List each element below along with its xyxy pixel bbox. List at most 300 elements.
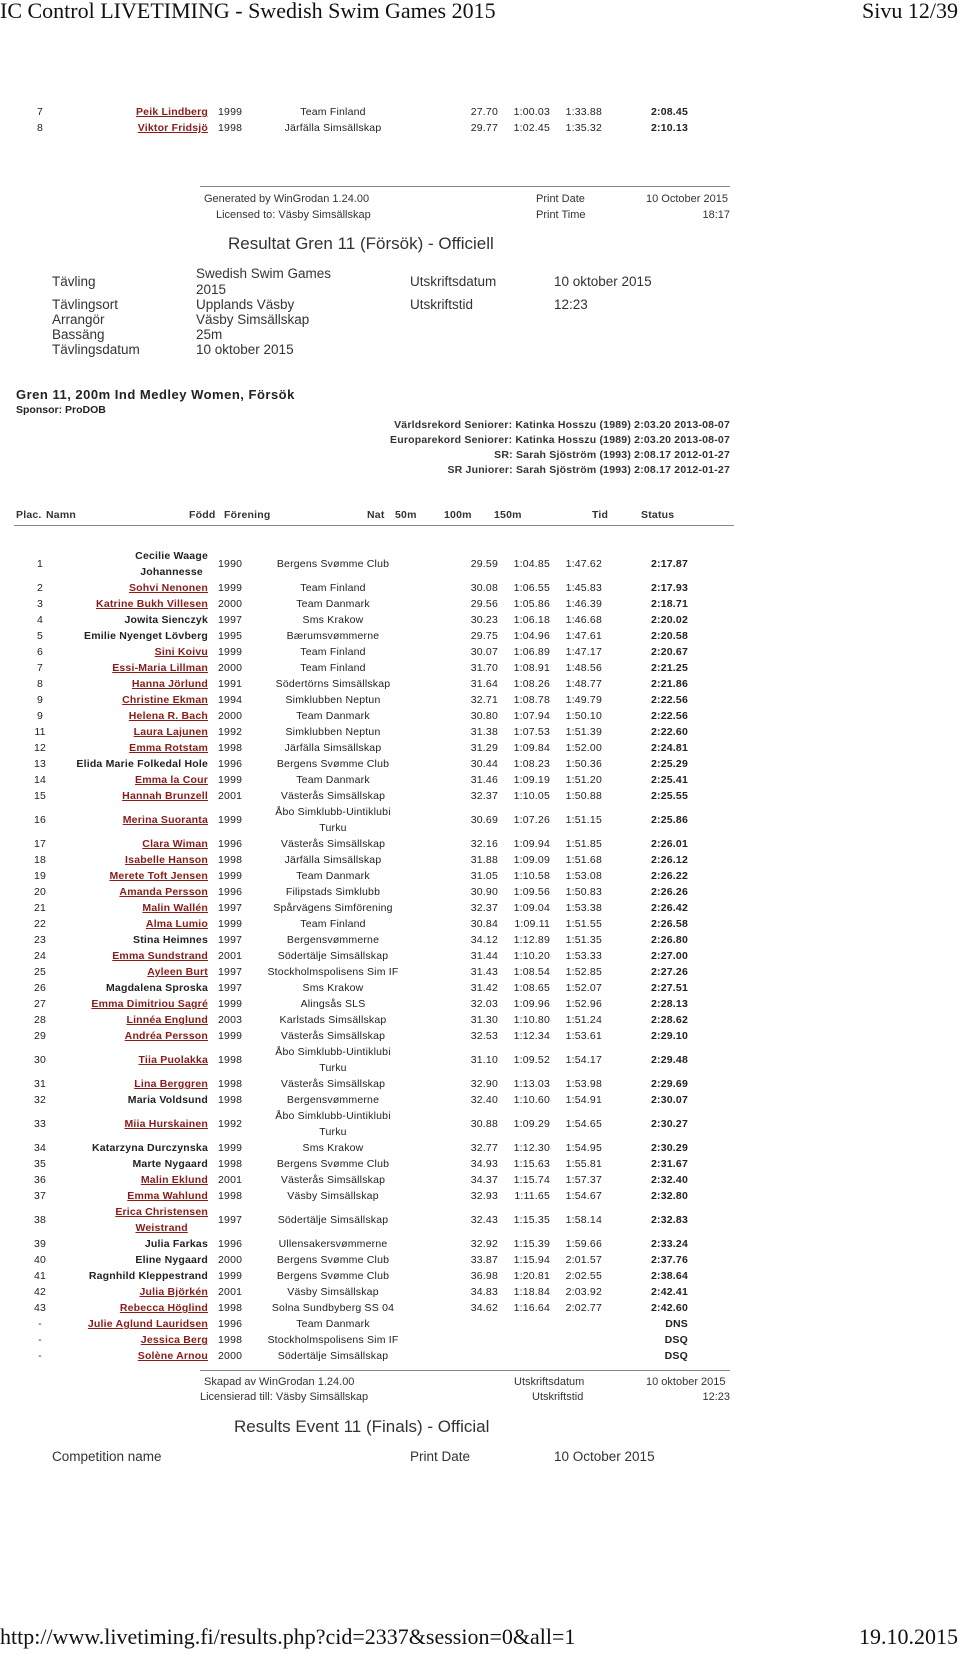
split-150m: 1:53.38 xyxy=(565,902,602,914)
athlete-name xyxy=(128,1092,208,1108)
club-cell xyxy=(258,1188,408,1204)
split-150m: 1:52.85 xyxy=(565,966,602,978)
birth-year: 2003 xyxy=(218,1014,243,1026)
athlete-name-cell xyxy=(66,804,214,836)
club-name xyxy=(281,1028,385,1044)
club-cell xyxy=(258,852,408,868)
athlete-name-line: Johannesse xyxy=(140,566,203,578)
split-100m xyxy=(498,1348,550,1364)
split-50m: 32.40 xyxy=(470,1094,498,1106)
split-50m: 32.93 xyxy=(470,1190,498,1202)
split-150m: 1:33.88 xyxy=(565,106,602,118)
club-name xyxy=(281,836,385,852)
split-100m: 1:09.84 xyxy=(513,742,550,754)
split-100m: 1:12.30 xyxy=(513,1142,550,1154)
placement: 35 xyxy=(33,1158,47,1170)
result-row xyxy=(14,692,688,708)
athlete-link[interactable] xyxy=(109,868,208,884)
tavlingsort-value: Upplands Väsby xyxy=(196,297,295,312)
split-50m: 31.70 xyxy=(470,662,498,674)
athlete-link[interactable] xyxy=(120,1300,208,1316)
split-150m: 1:50.36 xyxy=(565,758,602,770)
athlete-name-cell xyxy=(66,676,214,692)
club-name xyxy=(300,644,365,660)
athlete-link[interactable] xyxy=(129,580,208,596)
club-name xyxy=(301,996,366,1012)
birth-year: 2000 xyxy=(218,662,243,674)
club-cell xyxy=(258,1268,408,1284)
final-time: 2:32.83 xyxy=(650,1214,688,1226)
split-150m: 1:51.15 xyxy=(565,814,602,826)
split-150m: 1:51.68 xyxy=(565,854,602,866)
final-time: DSQ xyxy=(664,1350,688,1362)
club-name xyxy=(296,1316,370,1332)
split-150m: 1:53.08 xyxy=(565,870,602,882)
club-cell xyxy=(258,1156,408,1172)
split-150m: 1:48.77 xyxy=(565,678,602,690)
placement: 12 xyxy=(33,742,47,754)
skapad-av: Skapad av WinGrodan 1.24.00 xyxy=(204,1376,355,1388)
birth-year: 2000 xyxy=(218,710,243,722)
athlete-link[interactable] xyxy=(127,1188,208,1204)
split-100m: 1:09.19 xyxy=(513,774,550,786)
result-row xyxy=(14,756,688,772)
result-row xyxy=(14,628,688,644)
col-150m: 150m xyxy=(494,509,522,521)
athlete-link[interactable] xyxy=(122,692,208,708)
athlete-name-cell xyxy=(66,596,214,612)
club-name-line: Bergens Svømme Club xyxy=(276,1270,390,1282)
result-row xyxy=(14,1332,688,1348)
split-150m: 2:03.92 xyxy=(565,1286,602,1298)
club-name xyxy=(287,1284,379,1300)
athlete-name-cell xyxy=(66,1188,214,1204)
athlete-name xyxy=(76,756,208,772)
nation xyxy=(408,1028,458,1044)
birth-year: 1998 xyxy=(218,742,243,754)
athlete-link[interactable] xyxy=(129,740,208,756)
club-name-line: Sms Krakow xyxy=(302,982,364,994)
athlete-name-cell xyxy=(66,868,214,884)
athlete-name-cell xyxy=(66,1332,214,1348)
browser-date: 19.10.2015 xyxy=(859,1624,958,1649)
club-name-line: Södertörns Simsällskap xyxy=(275,678,391,690)
athlete-name xyxy=(106,980,208,996)
athlete-name-line: Eline Nygaard xyxy=(135,1254,208,1266)
result-row xyxy=(14,852,688,868)
browser-page-title: IC Control LIVETIMING - Swedish Swim Games 2015 xyxy=(0,0,496,23)
club-cell xyxy=(258,660,408,676)
split-150m: 1:46.68 xyxy=(565,614,602,626)
split-100m: 1:08.78 xyxy=(513,694,550,706)
athlete-link[interactable] xyxy=(138,1348,208,1364)
split-100m: 1:09.96 xyxy=(513,998,550,1010)
split-100m: 1:09.52 xyxy=(513,1054,550,1066)
split-50m: 29.56 xyxy=(470,598,498,610)
birth-year: 2001 xyxy=(218,950,243,962)
club-cell xyxy=(258,740,408,756)
club-name-line: Bærumsvømmerne xyxy=(286,630,380,642)
club-name-line: Bergens Svømme Club xyxy=(276,1254,390,1266)
athlete-link[interactable] xyxy=(129,708,208,724)
club-name-line: Team Danmark xyxy=(296,870,370,882)
athlete-link[interactable] xyxy=(91,996,208,1012)
athlete-name-cell xyxy=(66,1044,214,1076)
final-time: 2:30.29 xyxy=(650,1142,688,1154)
split-50m: 30.07 xyxy=(470,646,498,658)
split-100m: 1:10.05 xyxy=(513,790,550,802)
club-name-line: Södertälje Simsällskap xyxy=(277,1214,389,1226)
split-50m: 32.16 xyxy=(470,838,498,850)
split-50m: 30.90 xyxy=(470,886,498,898)
club-cell xyxy=(258,996,408,1012)
athlete-name-line: Alma Lumio xyxy=(145,918,208,930)
athlete-name-cell xyxy=(66,772,214,788)
nation xyxy=(408,548,458,580)
athlete-name-cell xyxy=(66,964,214,980)
results-table xyxy=(14,548,688,1364)
club-name xyxy=(303,980,364,996)
athlete-name-line: Malin Wallén xyxy=(142,902,208,914)
athlete-link[interactable] xyxy=(88,1316,208,1332)
club-cell xyxy=(258,1140,408,1156)
athlete-name xyxy=(92,1140,208,1156)
result-row xyxy=(14,1348,688,1364)
athlete-link[interactable] xyxy=(134,1076,208,1092)
club-name-line: Team Finland xyxy=(300,106,366,118)
split-50m: 31.44 xyxy=(470,950,498,962)
athlete-name-line: Erica Christensen xyxy=(115,1206,208,1218)
nation xyxy=(408,1012,458,1028)
athlete-link[interactable] xyxy=(141,1332,208,1348)
placement: 34 xyxy=(33,1142,47,1154)
result-row xyxy=(14,1092,688,1108)
final-time: 2:27.00 xyxy=(650,950,688,962)
record-line: SR: Sarah Sjöström (1993) 2:08.17 2012-01-27 xyxy=(494,449,730,461)
athlete-link[interactable] xyxy=(125,1028,208,1044)
birth-year: 1997 xyxy=(218,1214,243,1226)
athlete-name-line: Rebecca Höglind xyxy=(119,1302,208,1314)
col-tid: Tid xyxy=(592,509,609,521)
placement: 36 xyxy=(33,1174,47,1186)
placement: 20 xyxy=(33,886,47,898)
athlete-link[interactable] xyxy=(141,1172,208,1188)
split-100m: 1:04.96 xyxy=(513,630,550,642)
nation xyxy=(408,1284,458,1300)
col-plac: Plac. xyxy=(16,509,42,521)
final-time: 2:26.80 xyxy=(650,934,688,946)
placement: 33 xyxy=(33,1118,47,1130)
final-time: 2:08.45 xyxy=(650,106,688,118)
athlete-link[interactable] xyxy=(125,852,208,868)
athlete-name-cell xyxy=(66,660,214,676)
col-50m: 50m xyxy=(395,509,417,521)
club-name xyxy=(277,1268,389,1284)
birth-year: 1992 xyxy=(218,726,243,738)
result-row xyxy=(14,900,688,916)
club-name-line: Solna Sundbyberg SS 04 xyxy=(271,1302,395,1314)
final-time: 2:32.40 xyxy=(650,1174,688,1186)
nation xyxy=(408,948,458,964)
athlete-link[interactable] xyxy=(146,916,208,932)
split-150m: 2:02.55 xyxy=(565,1270,602,1282)
final-time: 2:29.10 xyxy=(650,1030,688,1042)
tavlingsdatum-label: Tävlingsdatum xyxy=(52,342,140,357)
split-150m: 1:51.35 xyxy=(565,934,602,946)
athlete-name-cell xyxy=(66,1300,214,1316)
athlete-name-line: Laura Lajunen xyxy=(133,726,208,738)
split-50m: 31.05 xyxy=(470,870,498,882)
club-name xyxy=(277,756,389,772)
athlete-link[interactable] xyxy=(134,724,208,740)
split-150m xyxy=(550,1332,602,1348)
club-name-line: Bergens Svømme Club xyxy=(276,558,390,570)
nation xyxy=(408,1172,458,1188)
split-50m: 27.70 xyxy=(470,106,498,118)
athlete-name-line: Emma Sundstrand xyxy=(112,950,208,962)
placement: 30 xyxy=(33,1054,47,1066)
split-150m: 2:02.77 xyxy=(565,1302,602,1314)
club-name-line: Team Finland xyxy=(300,646,366,658)
athlete-link[interactable] xyxy=(139,1284,208,1300)
split-100m: 1:12.34 xyxy=(513,1030,550,1042)
birth-year: 1998 xyxy=(218,1302,243,1314)
athlete-link[interactable] xyxy=(132,676,208,692)
athlete-link[interactable] xyxy=(138,120,208,136)
club-cell xyxy=(258,788,408,804)
club-name-line: Sms Krakow xyxy=(302,1142,364,1154)
athlete-link[interactable] xyxy=(136,104,208,120)
athlete-name-cell xyxy=(66,852,214,868)
placement: 1 xyxy=(36,558,44,570)
placement: 4 xyxy=(36,614,44,626)
split-100m: 1:08.26 xyxy=(513,678,550,690)
split-150m xyxy=(550,1316,602,1332)
split-150m: 1:50.10 xyxy=(565,710,602,722)
club-name-line: Stockholmspolisens Sim IF xyxy=(267,966,399,978)
split-100m: 1:15.63 xyxy=(513,1158,550,1170)
placement: 28 xyxy=(33,1014,47,1026)
birth-year: 1998 xyxy=(218,1190,243,1202)
arrangor-label: Arrangör xyxy=(52,312,105,327)
athlete-link[interactable] xyxy=(112,660,208,676)
split-100m: 1:06.89 xyxy=(513,646,550,658)
athlete-name-cell xyxy=(66,1316,214,1332)
split-100m: 1:16.64 xyxy=(513,1302,550,1314)
split-150m: 1:54.17 xyxy=(565,1054,602,1066)
club-cell xyxy=(258,724,408,740)
result-row xyxy=(14,1172,688,1188)
final-time: 2:26.26 xyxy=(650,886,688,898)
club-name-line: Turku xyxy=(319,822,347,834)
nation xyxy=(408,708,458,724)
print-time-label: Print Time xyxy=(536,209,586,221)
final-time: 2:37.76 xyxy=(650,1254,688,1266)
placement: - xyxy=(38,1318,42,1330)
split-50m: 30.23 xyxy=(470,614,498,626)
placement: 9 xyxy=(36,710,44,722)
split-50m: 29.75 xyxy=(470,630,498,642)
split-150m: 1:35.32 xyxy=(565,122,602,134)
club-name xyxy=(272,1300,394,1316)
athlete-link[interactable] xyxy=(147,964,208,980)
athlete-link[interactable] xyxy=(142,836,208,852)
split-100m: 1:09.56 xyxy=(513,886,550,898)
birth-year: 1999 xyxy=(218,998,243,1010)
placement: 40 xyxy=(33,1254,47,1266)
club-name-line: Bergens Svømme Club xyxy=(276,758,390,770)
final-time: 2:38.64 xyxy=(650,1270,688,1282)
athlete-link[interactable] xyxy=(115,1204,208,1236)
result-row xyxy=(14,676,688,692)
club-name xyxy=(280,1012,387,1028)
split-100m: 1:09.29 xyxy=(513,1118,550,1130)
athlete-link[interactable] xyxy=(135,772,208,788)
split-100m: 1:09.09 xyxy=(513,854,550,866)
split-150m: 1:45.83 xyxy=(565,582,602,594)
club-name-line: Järfälla Simsällskap xyxy=(284,854,382,866)
athlete-name-cell xyxy=(66,1204,214,1236)
club-name-line: Team Danmark xyxy=(296,710,370,722)
athlete-link[interactable] xyxy=(138,1052,208,1068)
athlete-link[interactable] xyxy=(122,788,208,804)
club-name xyxy=(275,804,390,836)
split-100m: 1:10.80 xyxy=(513,1014,550,1026)
final-time: DSQ xyxy=(664,1334,688,1346)
split-50m: 31.46 xyxy=(470,774,498,786)
footer-print-date-label: Print Date xyxy=(410,1449,471,1464)
split-50m: 29.59 xyxy=(470,558,498,570)
birth-year: 1999 xyxy=(218,582,243,594)
athlete-name-line: Ragnhild Kleppestrand xyxy=(88,1270,208,1282)
birth-year: 1994 xyxy=(218,694,243,706)
tavlingsort-label: Tävlingsort xyxy=(52,297,119,312)
nation xyxy=(408,660,458,676)
athlete-name-line: Miia Hurskainen xyxy=(124,1118,208,1130)
athlete-name-cell xyxy=(66,1140,214,1156)
placement: 37 xyxy=(33,1190,47,1202)
split-100m: 1:15.74 xyxy=(513,1174,550,1186)
result-row xyxy=(14,1284,688,1300)
nation xyxy=(408,980,458,996)
athlete-name-line: Essi-Maria Lillman xyxy=(112,662,208,674)
athlete-name-line: Weistrand xyxy=(135,1222,188,1234)
split-150m: 1:46.39 xyxy=(565,598,602,610)
club-cell xyxy=(258,932,408,948)
athlete-name-cell xyxy=(66,1076,214,1092)
result-row xyxy=(14,548,688,580)
birth-year: 1996 xyxy=(218,838,243,850)
athlete-name-line: Julia Björkén xyxy=(139,1286,208,1298)
browser-page-number: Sivu 12/39 xyxy=(862,0,958,23)
club-name xyxy=(276,676,391,692)
result-row xyxy=(14,1012,688,1028)
athlete-name-cell xyxy=(66,612,214,628)
birth-year: 1996 xyxy=(218,1318,243,1330)
birth-year: 1997 xyxy=(218,934,243,946)
result-row xyxy=(14,1076,688,1092)
split-50m: 34.83 xyxy=(470,1286,498,1298)
split-150m: 1:59.66 xyxy=(565,1238,602,1250)
athlete-link[interactable] xyxy=(96,596,208,612)
athlete-name-cell xyxy=(66,104,214,120)
split-100m: 1:10.58 xyxy=(513,870,550,882)
arrangor-value: Väsby Simsällskap xyxy=(196,312,310,327)
final-time: 2:30.27 xyxy=(650,1118,688,1130)
nation xyxy=(408,1092,458,1108)
club-cell xyxy=(258,708,408,724)
birth-year: 1992 xyxy=(218,1118,243,1130)
header-divider xyxy=(14,525,734,526)
athlete-name xyxy=(84,628,208,644)
athlete-link[interactable] xyxy=(119,884,208,900)
placement: 8 xyxy=(36,122,44,134)
athlete-link[interactable] xyxy=(123,812,208,828)
result-row xyxy=(14,612,688,628)
club-name-line: Bergensvømmerne xyxy=(286,934,380,946)
athlete-name-line: Jowita Sienczyk xyxy=(124,614,208,626)
athlete-name-line: Clara Wiman xyxy=(142,838,208,850)
placement: 43 xyxy=(33,1302,47,1314)
club-name-line: Team Danmark xyxy=(296,1318,370,1330)
result-row xyxy=(14,1268,688,1284)
club-name-line: Simklubben Neptun xyxy=(285,726,381,738)
split-150m: 1:48.56 xyxy=(565,662,602,674)
club-name-line: Åbo Simklubb-Uintiklubi xyxy=(275,1110,391,1122)
athlete-link[interactable] xyxy=(155,644,208,660)
split-100m: 1:13.03 xyxy=(513,1078,550,1090)
club-name-line: Väsby Simsällskap xyxy=(287,1190,379,1202)
result-row xyxy=(14,996,688,1012)
tavling-value-1: Swedish Swim Games xyxy=(196,266,332,281)
birth-year: 1999 xyxy=(218,870,243,882)
birth-year: 1998 xyxy=(218,1078,243,1090)
split-50m xyxy=(458,1332,498,1348)
athlete-link[interactable] xyxy=(142,900,208,916)
split-50m: 31.30 xyxy=(470,1014,498,1026)
athlete-name-cell xyxy=(66,996,214,1012)
athlete-link[interactable] xyxy=(124,1116,208,1132)
placement: 22 xyxy=(33,918,47,930)
club-cell xyxy=(258,1092,408,1108)
split-150m: 1:54.65 xyxy=(565,1118,602,1130)
athlete-name-line: Jessica Berg xyxy=(140,1334,208,1346)
utskriftsdatum-label: Utskriftsdatum xyxy=(410,274,497,289)
club-name xyxy=(267,1332,398,1348)
placement: 39 xyxy=(33,1238,47,1250)
nation xyxy=(408,104,458,120)
athlete-link[interactable] xyxy=(112,948,208,964)
birth-year: 1997 xyxy=(218,614,243,626)
split-50m: 31.38 xyxy=(470,726,498,738)
birth-year: 1999 xyxy=(218,918,243,930)
bassang-label: Bassäng xyxy=(52,327,105,342)
club-name-line: Filipstads Simklubb xyxy=(285,886,381,898)
final-time: 2:26.42 xyxy=(650,902,688,914)
placement: - xyxy=(38,1350,42,1362)
split-50m: 30.88 xyxy=(470,1118,498,1130)
athlete-name xyxy=(89,1268,208,1284)
athlete-name-line: Linnéa Englund xyxy=(126,1014,208,1026)
athlete-name-line: Peik Lindberg xyxy=(135,106,208,118)
club-name-line: Bergensvømmerne xyxy=(286,1094,380,1106)
athlete-link[interactable] xyxy=(126,1012,208,1028)
club-name-line: Simklubben Neptun xyxy=(285,694,381,706)
athlete-name-cell xyxy=(66,900,214,916)
split-50m: 30.80 xyxy=(470,710,498,722)
club-cell xyxy=(258,676,408,692)
athlete-name-line: Malin Eklund xyxy=(140,1174,208,1186)
